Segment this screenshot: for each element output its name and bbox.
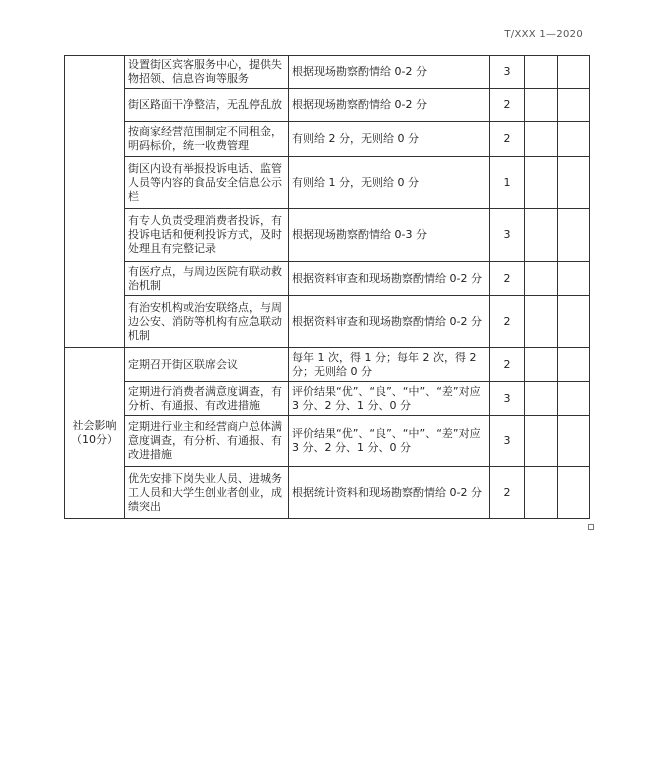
- method-cell: 根据资料审查和现场勘察酌情给 0-2 分: [289, 296, 490, 348]
- document-code: T/XXX 1—2020: [504, 29, 583, 40]
- blank-cell: [558, 209, 590, 262]
- score-cell: 3: [490, 56, 525, 89]
- item-cell: 有专人负责受理消费者投诉，有投诉电话和便利投诉方式，及时处理且有完整记录: [125, 209, 289, 262]
- item-cell: 有治安机构或治安联络点，与周边公安、消防等机构有应急联动机制: [125, 296, 289, 348]
- blank-cell: [525, 382, 558, 416]
- method-cell: 根据现场勘察酌情给 0-2 分: [289, 56, 490, 89]
- score-cell: 1: [490, 157, 525, 209]
- score-cell: 2: [490, 262, 525, 296]
- blank-cell: [558, 296, 590, 348]
- method-cell: 每年 1 次，得 1 分；每年 2 次，得 2 分；无则给 0 分: [289, 348, 490, 382]
- item-cell: 优先安排下岗失业人员、进城务工人员和大学生创业者创业，成绩突出: [125, 467, 289, 519]
- blank-cell: [525, 122, 558, 157]
- blank-cell: [558, 56, 590, 89]
- table-row: [65, 209, 590, 262]
- blank-cell: [558, 262, 590, 296]
- blank-cell: [525, 89, 558, 122]
- blank-cell: [525, 296, 558, 348]
- item-cell: 设置街区宾客服务中心，提供失物招领、信息咨询等服务: [125, 56, 289, 89]
- blank-cell: [558, 89, 590, 122]
- blank-cell: [525, 467, 558, 519]
- table-row: [65, 467, 590, 519]
- method-cell: 评价结果“优”、“良”、“中”、“差”对应 3 分、2 分、1 分、0 分: [289, 416, 490, 467]
- score-cell: 2: [490, 122, 525, 157]
- method-cell: 有则给 2 分，无则给 0 分: [289, 122, 490, 157]
- score-cell: 2: [490, 348, 525, 382]
- blank-cell: [558, 416, 590, 467]
- table-row: [65, 89, 590, 122]
- blank-cell: [558, 382, 590, 416]
- table-row: [65, 157, 590, 209]
- table-corner-marker: [588, 524, 594, 530]
- item-cell: 街区内设有举报投诉电话、监管人员等内容的食品安全信息公示栏: [125, 157, 289, 209]
- blank-cell: [525, 262, 558, 296]
- score-cell: 2: [490, 296, 525, 348]
- score-cell: 3: [490, 209, 525, 262]
- method-cell: 有则给 1 分，无则给 0 分: [289, 157, 490, 209]
- score-cell: 3: [490, 382, 525, 416]
- blank-cell: [558, 467, 590, 519]
- blank-cell: [525, 348, 558, 382]
- item-cell: 有医疗点，与周边医院有联动救治机制: [125, 262, 289, 296]
- scoring-table: [64, 55, 590, 519]
- table-row: [65, 56, 590, 89]
- blank-cell: [525, 416, 558, 467]
- item-cell: 定期进行业主和经营商户总体满意度调查，有分析、有通报、有改进措施: [125, 416, 289, 467]
- category-cell: [65, 56, 125, 348]
- table-row: [65, 348, 590, 382]
- score-cell: 2: [490, 89, 525, 122]
- item-cell: 定期召开街区联席会议: [125, 348, 289, 382]
- method-cell: 根据统计资料和现场勘察酌情给 0-2 分: [289, 467, 490, 519]
- item-cell: 街区路面干净整洁，无乱停乱放: [125, 89, 289, 122]
- score-cell: 2: [490, 467, 525, 519]
- table-row: [65, 262, 590, 296]
- blank-cell: [558, 348, 590, 382]
- blank-cell: [558, 122, 590, 157]
- method-cell: 根据资料审查和现场勘察酌情给 0-2 分: [289, 262, 490, 296]
- blank-cell: [525, 56, 558, 89]
- blank-cell: [525, 209, 558, 262]
- table-row: [65, 416, 590, 467]
- table-row: [65, 382, 590, 416]
- score-cell: 3: [490, 416, 525, 467]
- blank-cell: [558, 157, 590, 209]
- method-cell: 评价结果“优”、“良”、“中”、“差”对应 3 分、2 分、1 分、0 分: [289, 382, 490, 416]
- item-cell: 按商家经营范围制定不同租金，明码标价，统一收费管理: [125, 122, 289, 157]
- category-cell: 社会影响（10分）: [65, 348, 125, 519]
- method-cell: 根据现场勘察酌情给 0-2 分: [289, 89, 490, 122]
- table-row: [65, 122, 590, 157]
- method-cell: 根据现场勘察酌情给 0-3 分: [289, 209, 490, 262]
- item-cell: 定期进行消费者满意度调查，有分析、有通报、有改进措施: [125, 382, 289, 416]
- blank-cell: [525, 157, 558, 209]
- table-row: [65, 296, 590, 348]
